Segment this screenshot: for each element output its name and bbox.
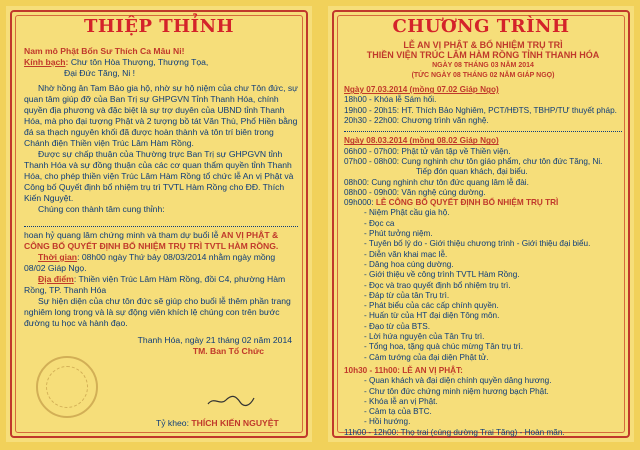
paragraph-closing: Sự hiện diện của chư tôn đức sẽ giúp cho buổi lễ thêm phần trang nghiêm long trọng và là sự động viên khích lệ chúng con trên bước đường tu học và hành đạo. — [24, 296, 291, 328]
list-item: - Giới thiệu về công trình TVTL Hàm Rồng. — [364, 270, 520, 280]
program-panel — [328, 6, 634, 442]
day2-heading: Ngày 08.03.2014 (mồng 08.02 Giáp Ngọ) — [344, 136, 499, 146]
day3-list — [344, 376, 622, 427]
day2-list — [344, 147, 622, 209]
list-item: - Đạo từ của BTS. — [364, 321, 430, 331]
program-heading3: NGÀY 08 THÁNG 03 NĂM 2014 — [432, 61, 534, 69]
day3-heading: 10h30 - 11h00: LỄ AN VỊ PHẬT: — [344, 365, 463, 375]
recipient-line2: Đại Đức Tăng, Ni ! — [64, 68, 136, 78]
list-item: - Hồi hướng. — [364, 417, 411, 427]
event-place — [24, 274, 298, 296]
day1-heading: Ngày 07.03.2014 (mồng 07.02 Giáp Ngọ) — [344, 85, 499, 95]
event-invite — [24, 230, 298, 252]
final-time: 11h00 - 12h00: — [344, 427, 399, 437]
list-item: - Lời hứa nguyện của Tân Trụ trì. — [364, 332, 485, 342]
event-name: AN VỊ PHẬT & CÔNG BỐ QUYẾT ĐỊNH BỔ NHIỆM TRỤ TRÌ TVTL HÀM RỒNG. — [24, 230, 279, 251]
place-value: : Thiền viện Trúc Lâm Hàm Rồng, đồi C4, phường Hàm Rồng, TP. Thanh Hóa — [24, 274, 286, 295]
program-content — [344, 40, 622, 437]
list-item: - Cảm tạ của BTC. — [364, 407, 432, 417]
date-line: Thanh Hóa, ngày 21 tháng 02 năm 2014 — [137, 335, 292, 345]
time-value: : 08h00 ngày Thứ bảy 08/03/2014 nhằm ngày mồng 08/02 Giáp Ngọ. — [24, 252, 276, 273]
list-item: 19h00 - 20h15: HT. Thích Bảo Nghiêm, PCT/HĐTS, TBHP/TƯ thuyết pháp. — [344, 105, 617, 115]
list-item: - Tổng hoa, tặng quà chúc mừng Tân trụ trì. — [364, 342, 524, 352]
list-item: - Diễn văn khai mạc lễ. — [364, 249, 448, 259]
seal-stamp-icon — [36, 356, 98, 418]
list-item: - Chư tôn đức chứng minh niệm hương bạch Phật. — [364, 386, 549, 396]
list-item: - Cảm tướng của đại diện Phật tử. — [364, 352, 489, 362]
program-heading4: (TỨC NGÀY 08 THÁNG 02 NĂM GIÁP NGỌ) — [411, 71, 555, 79]
list-item: - Tuyên bố lý do - Giới thiệu chương trình - Giới thiệu đại biểu. — [364, 239, 591, 249]
list-item: 20h30 - 22h00: Chương trình văn nghệ. — [344, 116, 489, 126]
event-time — [24, 252, 298, 274]
program-title: CHƯƠNG TRÌNH — [392, 16, 570, 37]
list-item: - Phát biểu của các cấp chính quyền. — [364, 301, 499, 311]
list-item: 08h00: Cung nghinh chư tôn đức quang lâm lễ đài. — [344, 177, 529, 187]
recipient-line1: Chư tôn Hòa Thượng, Thượng Tọa, — [70, 57, 209, 67]
invitation-title: THIỆP THỈNH — [83, 16, 235, 37]
final-item — [344, 428, 622, 438]
time-label: Thời gian — [38, 252, 78, 262]
list-item: 09h000: LỄ CÔNG BỐ QUYẾT ĐỊNH BỔ NHIỆM TRỤ TRÌ — [344, 198, 559, 208]
dotted-line — [24, 217, 298, 227]
greeting: Nam mô Phật Bổn Sư Thích Ca Mâu Ni! — [24, 46, 185, 56]
list-item: - Niệm Phật cầu gia hộ. — [364, 208, 450, 218]
program-heading1: LỄ AN VỊ PHẬT & BỔ NHIỆM TRỤ TRÌ — [403, 40, 563, 50]
list-item: 06h00 - 07h00: Phật tử vân tập về Thiền viện. — [344, 146, 511, 156]
list-item: - Dâng hoa cúng dường. — [364, 259, 454, 269]
day1-list — [344, 95, 622, 126]
paragraph-invite: Chúng con thành tâm cung thỉnh: — [38, 204, 165, 214]
org-line: TM. Ban Tổ Chức — [192, 346, 264, 356]
place-label: Địa điểm — [38, 274, 74, 284]
list-item: 18h00 - Khóa lễ Sám hối. — [344, 95, 437, 105]
final-text: Thọ trai (cúng dường Trai Tăng) - Hoàn mãn. — [400, 427, 565, 437]
list-item: - Huấn từ của HT đại diện Tông môn. — [364, 311, 500, 321]
list-item: - Khóa lễ an vị Phật. — [364, 396, 438, 406]
invitation-panel — [6, 6, 312, 442]
list-item: - Đọc và trao quyết định bổ nhiệm trụ trì. — [364, 280, 511, 290]
signer-line — [6, 418, 312, 428]
dotted-line — [344, 127, 622, 132]
signature-icon — [206, 394, 256, 408]
event-prefix: hoan hỷ quang lâm chứng minh và tham dự buổi lễ — [24, 230, 219, 240]
list-item: - Đáp từ của tân Trụ trì. — [364, 290, 450, 300]
list-item: - Phút tưởng niệm. — [364, 229, 433, 239]
program-heading2: THIỀN VIỆN TRÚC LÂM HÀM RỒNG TỈNH THANH HÓA — [366, 50, 600, 61]
recipient-label: Kính bạch — [24, 57, 66, 67]
list-item: 07h00 - 08h00: Cung nghinh chư tôn giáo phẩm, chư tôn đức Tăng, Ni. — [344, 156, 603, 166]
paragraph-intro: Nhờ hồng ân Tam Bảo gia hộ, nhờ sự hộ niệm của chư Tôn đức, sự quan tâm giúp đỡ của Ban Trị sự GHPGVN Tỉnh Thanh Hóa, chính quyền địa phương và đặc biệt là sự trợ duyên của UBND tỉnh Thanh Hóa, mà pho đại tượng Phật và 2 tượng bồ tát Văn Thù, Phổ Hiền bằng đá sa thạch nguyên khối đã được hoàn thành và tôn trí biên trong Chánh điện Thiền viện Trúc Lâm Hàm Rồng. — [24, 83, 298, 148]
ceremony-list — [344, 208, 622, 362]
paragraph-approval: Được sự chấp thuận của Thường trực Ban Trị sự GHPGVN tỉnh Thanh Hóa và sự đồng thuận của các cơ quan thẩm quyền tỉnh Thanh Hóa, cho phép thiền viện Trúc Lâm Hàm Rồng tổ chức lễ An vị Phật và Công bố Quyết định bổ nhiệm trụ trì TVTL Hàm Rồng cho ĐĐ. Thích Kiến Nguyệt. — [24, 149, 294, 203]
list-item: - Đọc ca — [364, 218, 395, 228]
list-item: Tiếp đón quan khách, đại biểu. — [416, 167, 528, 177]
recipient-block: Kính bạch: Chư tôn Hòa Thượng, Thượng Tọa, — [24, 57, 209, 67]
list-item: 08h00 - 09h00: Văn nghệ cúng dường. — [344, 187, 486, 197]
list-item: - Quan khách và đại diện chính quyền dâng hương. — [364, 376, 552, 386]
signer-name: THÍCH KIẾN NGUYỆT — [191, 418, 279, 428]
signer-label: Tỷ kheo: — [156, 418, 189, 428]
